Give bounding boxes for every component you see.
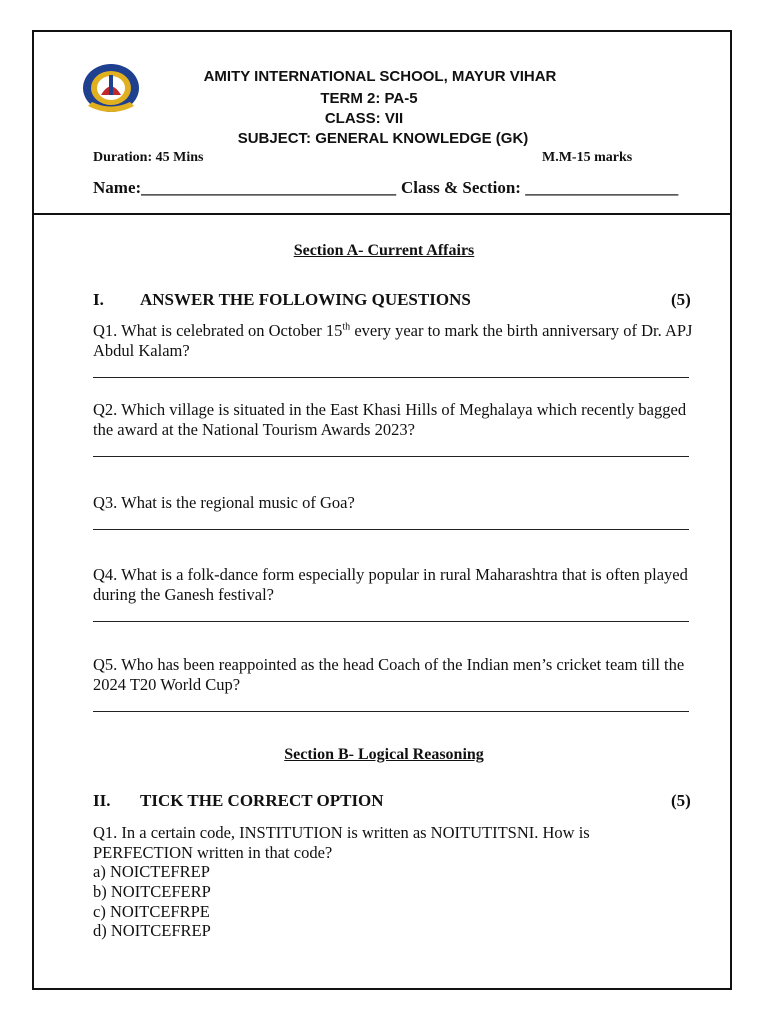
- name-field[interactable]: Name:______________________________: [93, 178, 397, 197]
- part-one-number: I.: [93, 290, 104, 309]
- answer-line-a1[interactable]: [93, 377, 689, 378]
- duration: Duration: 45 Mins: [93, 150, 204, 165]
- question-a4: Q4. What is a folk-dance form especially popular in rural Maharashtra that is often played during the Ganesh festival?: [93, 565, 688, 604]
- part-one-marks: (5): [671, 290, 691, 309]
- question-a5: Q5. Who has been reappointed as the head Coach of the Indian men’s cricket team till the 2024 T20 World Cup?: [93, 655, 685, 694]
- option-c[interactable]: c) NOITCEFRPE: [93, 902, 210, 921]
- subject-label: SUBJECT: GENERAL KNOWLEDGE (GK): [237, 130, 529, 147]
- part-one-title: ANSWER THE FOLLOWING QUESTIONS: [140, 290, 471, 309]
- part-two-marks: (5): [671, 791, 691, 810]
- school-name: AMITY INTERNATIONAL SCHOOL, MAYUR VIHAR: [203, 68, 557, 85]
- option-a[interactable]: a) NOICTEFREP: [93, 862, 210, 881]
- max-marks: M.M-15 marks: [542, 150, 633, 165]
- answer-line-a3[interactable]: [93, 529, 689, 530]
- question-a3: Q3. What is the regional music of Goa?: [93, 493, 355, 512]
- section-a-title: Section A- Current Affairs: [293, 242, 475, 259]
- answer-line-a4[interactable]: [93, 621, 689, 622]
- question-a1: Q1. What is celebrated on October 15th every year to mark the birth anniversary of Dr. APJ Abdul Kalam?: [93, 321, 693, 360]
- answer-line-a2[interactable]: [93, 456, 689, 457]
- answer-line-a5[interactable]: [93, 711, 689, 712]
- class-section-field[interactable]: Class & Section: __________________: [401, 178, 679, 197]
- option-b[interactable]: b) NOITCEFERP: [93, 882, 211, 901]
- class-label: CLASS: VII: [324, 110, 404, 127]
- question-b1: Q1. In a certain code, INSTITUTION is written as NOITUTITSNI. How is PERFECTION written in that code?: [93, 823, 590, 862]
- option-d[interactable]: d) NOITCEFREP: [93, 921, 211, 940]
- question-a2: Q2. Which village is situated in the East Khasi Hills of Meghalaya which recently bagged the award at the National Tourism Awards 2023?: [93, 400, 687, 439]
- header-divider: [32, 213, 732, 215]
- term-label: TERM 2: PA-5: [320, 90, 418, 107]
- section-b-title: Section B- Logical Reasoning: [284, 746, 484, 763]
- part-two-title: TICK THE CORRECT OPTION: [140, 791, 384, 810]
- part-two-number: II.: [93, 791, 111, 810]
